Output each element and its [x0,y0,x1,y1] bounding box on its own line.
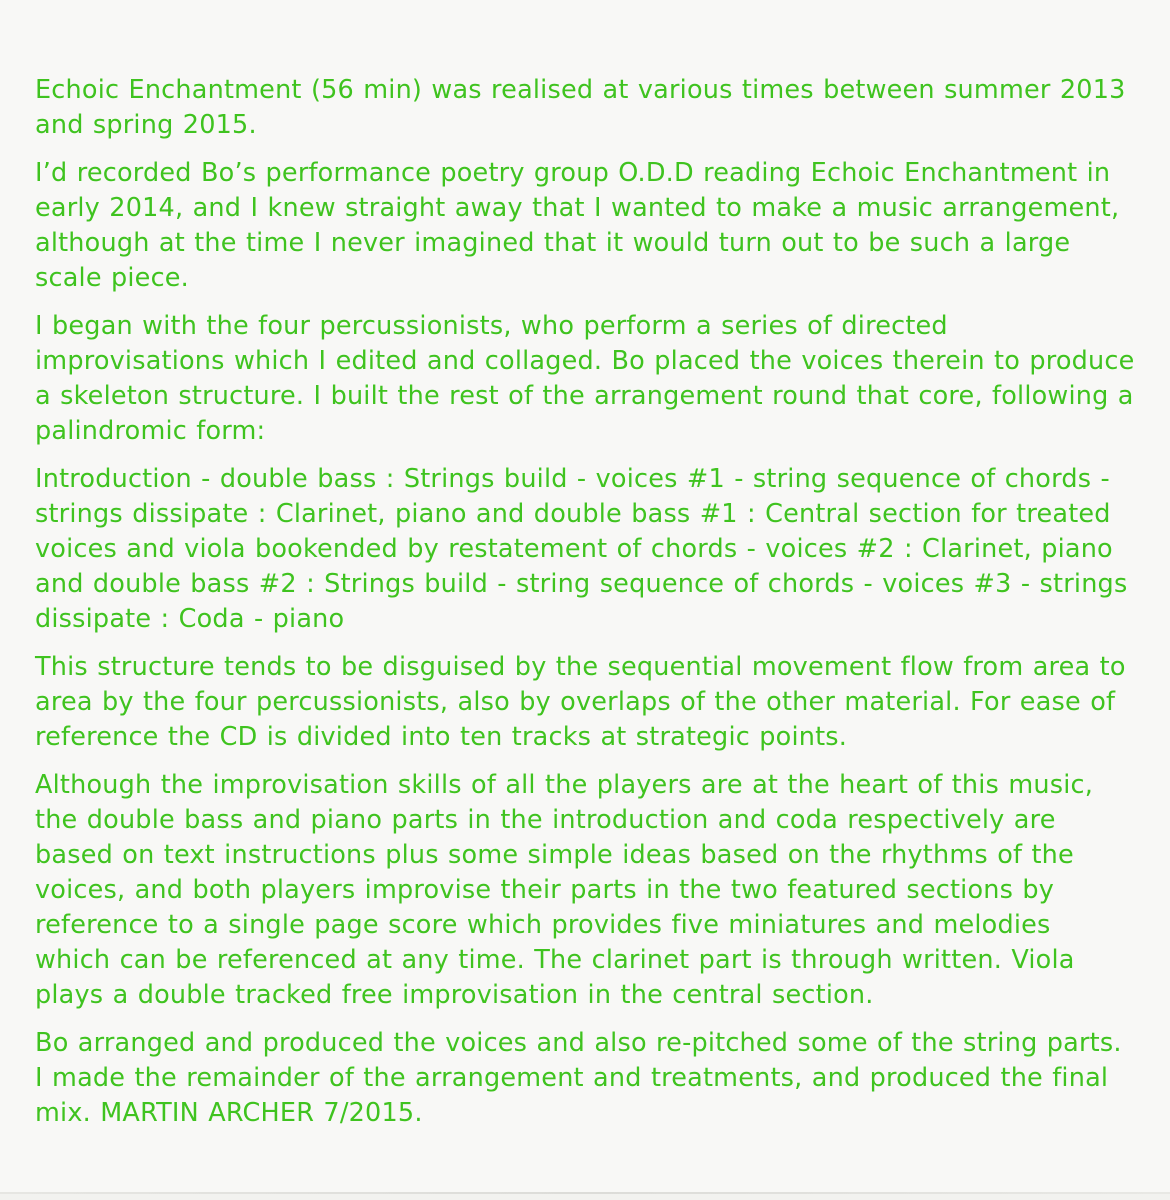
paragraph-percussion: I began with the four percussionists, who perform a series of directed improvisations which I edited and collaged. Bo placed the voices therein to produce a skeleton structure. I built the rest of the arrangement round that core, following a palindromic form: [35,311,1135,446]
liner-notes-text [35,73,1135,1144]
paragraph-credits: Bo arranged and produced the voices and also re-pitched some of the string parts. I made the remainder of the arrangement and treatments, and produced the final mix. MARTIN ARCHER 7/2015. [35,1028,1122,1128]
page-bottom-shade [0,1194,1170,1200]
paragraph-disguise: This structure tends to be disguised by the sequential movement flow from area to area by the four percussionists, also by overlaps of the other material. For ease of reference the CD is divided into ten tracks at strategic points. [35,652,1126,752]
paragraph-recording: I’d recorded Bo’s performance poetry group O.D.D reading Echoic Enchantment in early 2014, and I knew straight away that I wanted to make a music arrangement, although at the time I never imagined that it would turn out to be such a large scale piece. [35,158,1120,293]
paragraph-improvisation: Although the improvisation skills of all the players are at the heart of this music, the double bass and piano parts in the introduction and coda respectively are based on text instructions plus some simple ideas based on the rhythms of the voices, and both players improvise their parts in the two featured sections by reference to a single page score which provides five miniatures and melodies which can be referenced at any time. The clarinet part is through written. Viola plays a double tracked free improvisation in the central section. [35,770,1094,1010]
paragraph-structure: Introduction - double bass : Strings build - voices #1 - string sequence of chords - strings dissipate : Clarinet, piano and double bass #1 : Central section for treated voices and viola bookended by restatement of chords - voices #2 : Clarinet, piano and double bass #2 : Strings build - string sequence of chords - voices #3 - strings dissipate : Coda - piano [35,464,1128,634]
paragraph-intro: Echoic Enchantment (56 min) was realised at various times between summer 2013 and spring 2015. [35,75,1126,140]
